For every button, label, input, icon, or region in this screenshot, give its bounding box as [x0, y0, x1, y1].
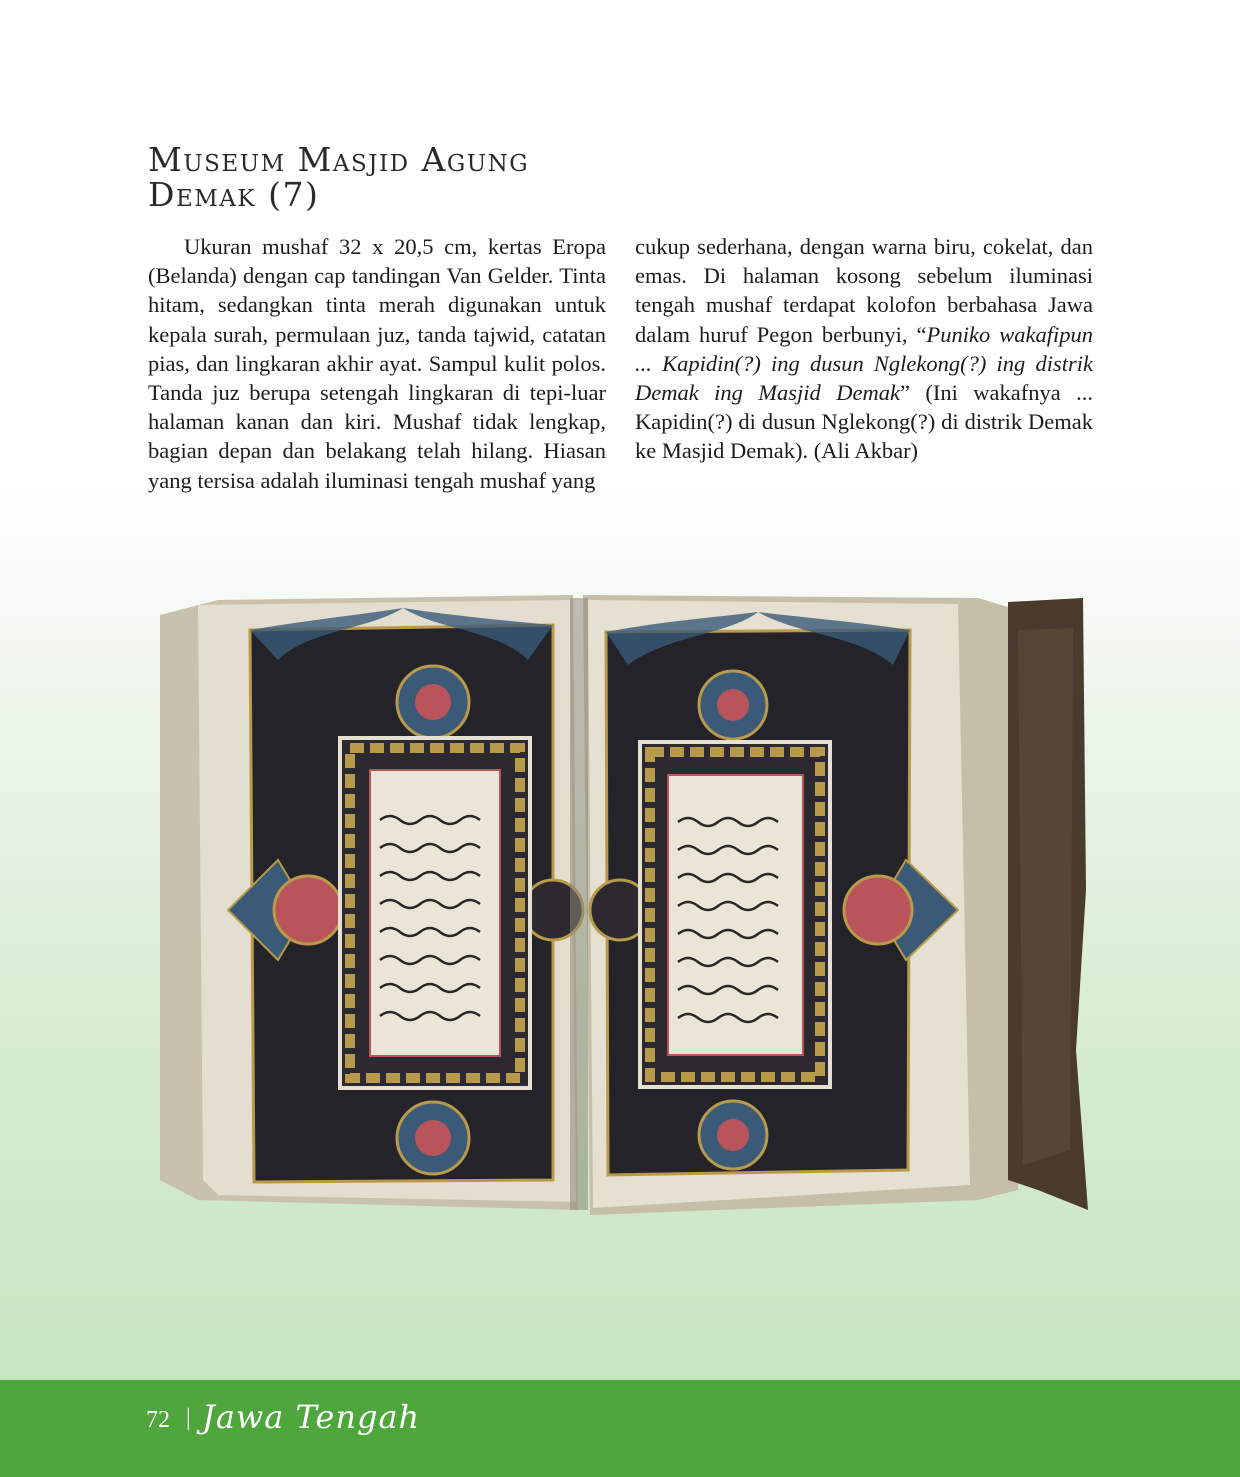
text-column-left: [148, 232, 606, 495]
region-name: Jawa Tengah: [202, 1398, 421, 1436]
right-after: ” (Ini wakafnya ... Kapidin(?) di dusun Nglekong(?) di distrik Demak ke Masjid Demak). (Ali Akbar): [635, 380, 1093, 464]
title-line-2: Demak (7): [148, 175, 320, 214]
left-paragraph: Ukuran mushaf 32 x 20,5 cm, kertas Eropa (Belanda) dengan cap tandingan Van Gelder. Tinta hitam, sedangkan tinta merah digunakan untuk kepala surah, permulaan juz, tanda tajwid, catatan pias, dan lingkaran akhir ayat. Sampul kulit polos. Tanda juz berupa setengah lingkaran di tepi-luar halaman kanan dan kiri. Mushaf tidak lengkap, bagian depan dan belakang telah hilang. Hiasan yang tersisa adalah iluminasi tengah mushaf yang: [148, 234, 606, 493]
page-number: 72: [146, 1407, 170, 1433]
right-intro: cukup sederhana, dengan warna biru, cokelat, dan emas. Di halaman kosong sebelum iluminasi tengah mushaf terdapat kolofon berbahasa Jawa dalam huruf Pegon berbunyi, “: [635, 234, 1093, 347]
manuscript-photo: [158, 590, 1088, 1230]
left-illumination: [228, 608, 583, 1182]
title-line-1: Museum Masjid Agung: [148, 140, 530, 179]
right-illumination: [590, 612, 958, 1175]
page-title: [148, 142, 608, 212]
footer-separator: |: [186, 1405, 191, 1431]
right-paragraph: [635, 232, 1093, 466]
colophon-quote: Puniko wakafipun ... Kapidin(?) ing dusun Nglekong(?) ing distrik Demak ing Masjid Demak: [635, 321, 1093, 406]
text-column-right: [635, 232, 1093, 466]
